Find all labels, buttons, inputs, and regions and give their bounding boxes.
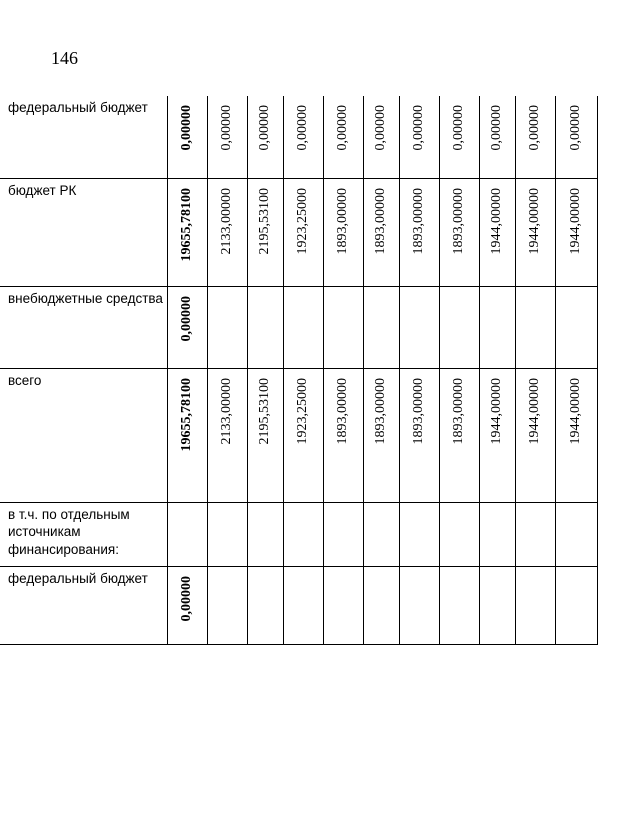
year-value: 1893,00000 [335, 377, 350, 444]
year-value-cell [399, 178, 439, 286]
table-row [0, 96, 597, 178]
total-value: 0,00000 [179, 295, 194, 341]
year-value-cell [555, 368, 597, 502]
total-cell [167, 502, 207, 566]
year-value-cell [247, 566, 283, 644]
year-value: 1923,25000 [295, 377, 310, 444]
year-value-cell [439, 286, 479, 368]
row-label: федеральный бюджет [8, 100, 148, 115]
year-value-cell [323, 178, 363, 286]
year-value: 1893,00000 [373, 377, 388, 444]
year-value-cell [207, 566, 247, 644]
year-value-cell [207, 368, 247, 502]
year-value-cell [247, 368, 283, 502]
year-value-cell [363, 566, 399, 644]
year-value: 0,00000 [489, 105, 504, 151]
row-label: федеральный бюджет [8, 570, 148, 586]
table-row [0, 502, 597, 566]
year-value-cell [439, 368, 479, 502]
year-value: 1944,00000 [489, 377, 504, 444]
year-value-cell [323, 566, 363, 644]
year-value-cell [247, 96, 283, 178]
year-value: 1944,00000 [527, 377, 542, 444]
year-value-cell [479, 96, 515, 178]
year-value-cell [323, 286, 363, 368]
year-value-cell [283, 368, 323, 502]
year-value: 0,00000 [295, 105, 310, 151]
year-value-cell [439, 566, 479, 644]
table-row [0, 178, 597, 286]
year-value: 0,00000 [411, 105, 426, 151]
year-value-cell [555, 502, 597, 566]
year-value: 0,00000 [527, 105, 542, 151]
year-value-cell [247, 286, 283, 368]
row-label: в т.ч. по отдельным источникам финансирования: [8, 506, 130, 557]
year-value-cell [439, 502, 479, 566]
row-label-cell [0, 286, 167, 368]
year-value: 0,00000 [451, 105, 466, 151]
year-value-cell [283, 566, 323, 644]
year-value-cell [207, 502, 247, 566]
table-row [0, 368, 597, 502]
year-value: 1893,00000 [373, 187, 388, 254]
year-value-cell [515, 286, 555, 368]
year-value-cell [283, 178, 323, 286]
year-value: 2195,53100 [257, 377, 272, 444]
year-value-cell [439, 178, 479, 286]
year-value: 1893,00000 [335, 187, 350, 254]
year-value-cell [323, 96, 363, 178]
total-cell [167, 368, 207, 502]
row-label: внебюджетные средства [8, 290, 163, 306]
year-value-cell [515, 368, 555, 502]
page-number: 146 [51, 48, 78, 68]
year-value-cell [399, 502, 439, 566]
year-value-cell [399, 368, 439, 502]
row-label-cell [0, 96, 167, 178]
year-value-cell [555, 96, 597, 178]
table-row [0, 566, 597, 644]
year-value: 1944,00000 [527, 187, 542, 254]
year-value: 1944,00000 [568, 377, 583, 444]
year-value: 1893,00000 [451, 377, 466, 444]
year-value: 1893,00000 [411, 377, 426, 444]
year-value: 2195,53100 [257, 187, 272, 254]
year-value: 0,00000 [257, 105, 272, 151]
total-value: 0,00000 [179, 575, 194, 621]
total-value: 19655,78100 [179, 377, 194, 451]
row-label-cell [0, 368, 167, 502]
table-row [0, 286, 597, 368]
year-value: 1944,00000 [489, 187, 504, 254]
year-value-cell [247, 178, 283, 286]
year-value-cell [479, 286, 515, 368]
year-value-cell [399, 96, 439, 178]
total-value: 19655,78100 [179, 187, 194, 261]
year-value-cell [555, 566, 597, 644]
year-value-cell [207, 286, 247, 368]
year-value: 1944,00000 [568, 187, 583, 254]
year-value-cell [247, 502, 283, 566]
year-value: 1923,25000 [295, 187, 310, 254]
year-value-cell [363, 96, 399, 178]
year-value-cell [363, 286, 399, 368]
year-value-cell [363, 178, 399, 286]
budget-table [0, 96, 598, 645]
year-value-cell [283, 286, 323, 368]
year-value-cell [363, 502, 399, 566]
row-label: всего [8, 372, 42, 388]
total-cell [167, 178, 207, 286]
year-value: 0,00000 [219, 105, 234, 151]
total-cell [167, 96, 207, 178]
total-cell [167, 566, 207, 644]
year-value-cell [555, 178, 597, 286]
year-value-cell [555, 286, 597, 368]
year-value-cell [515, 96, 555, 178]
year-value: 1893,00000 [451, 187, 466, 254]
year-value-cell [399, 566, 439, 644]
total-value: 0,00000 [179, 105, 194, 151]
year-value: 0,00000 [335, 105, 350, 151]
year-value-cell [283, 96, 323, 178]
year-value-cell [399, 286, 439, 368]
year-value-cell [207, 178, 247, 286]
year-value-cell [479, 566, 515, 644]
row-label-cell [0, 178, 167, 286]
year-value-cell [363, 368, 399, 502]
year-value-cell [515, 502, 555, 566]
year-value-cell [323, 502, 363, 566]
year-value-cell [515, 566, 555, 644]
year-value-cell [479, 368, 515, 502]
row-label-cell [0, 502, 167, 566]
year-value: 0,00000 [568, 105, 583, 151]
year-value: 0,00000 [373, 105, 388, 151]
row-label: бюджет РК [8, 182, 77, 198]
year-value: 2133,00000 [219, 187, 234, 254]
year-value: 2133,00000 [219, 377, 234, 444]
total-cell [167, 286, 207, 368]
row-label-cell [0, 566, 167, 644]
year-value-cell [479, 178, 515, 286]
year-value-cell [283, 502, 323, 566]
year-value-cell [515, 178, 555, 286]
year-value: 1893,00000 [411, 187, 426, 254]
year-value-cell [479, 502, 515, 566]
year-value-cell [207, 96, 247, 178]
year-value-cell [323, 368, 363, 502]
year-value-cell [439, 96, 479, 178]
